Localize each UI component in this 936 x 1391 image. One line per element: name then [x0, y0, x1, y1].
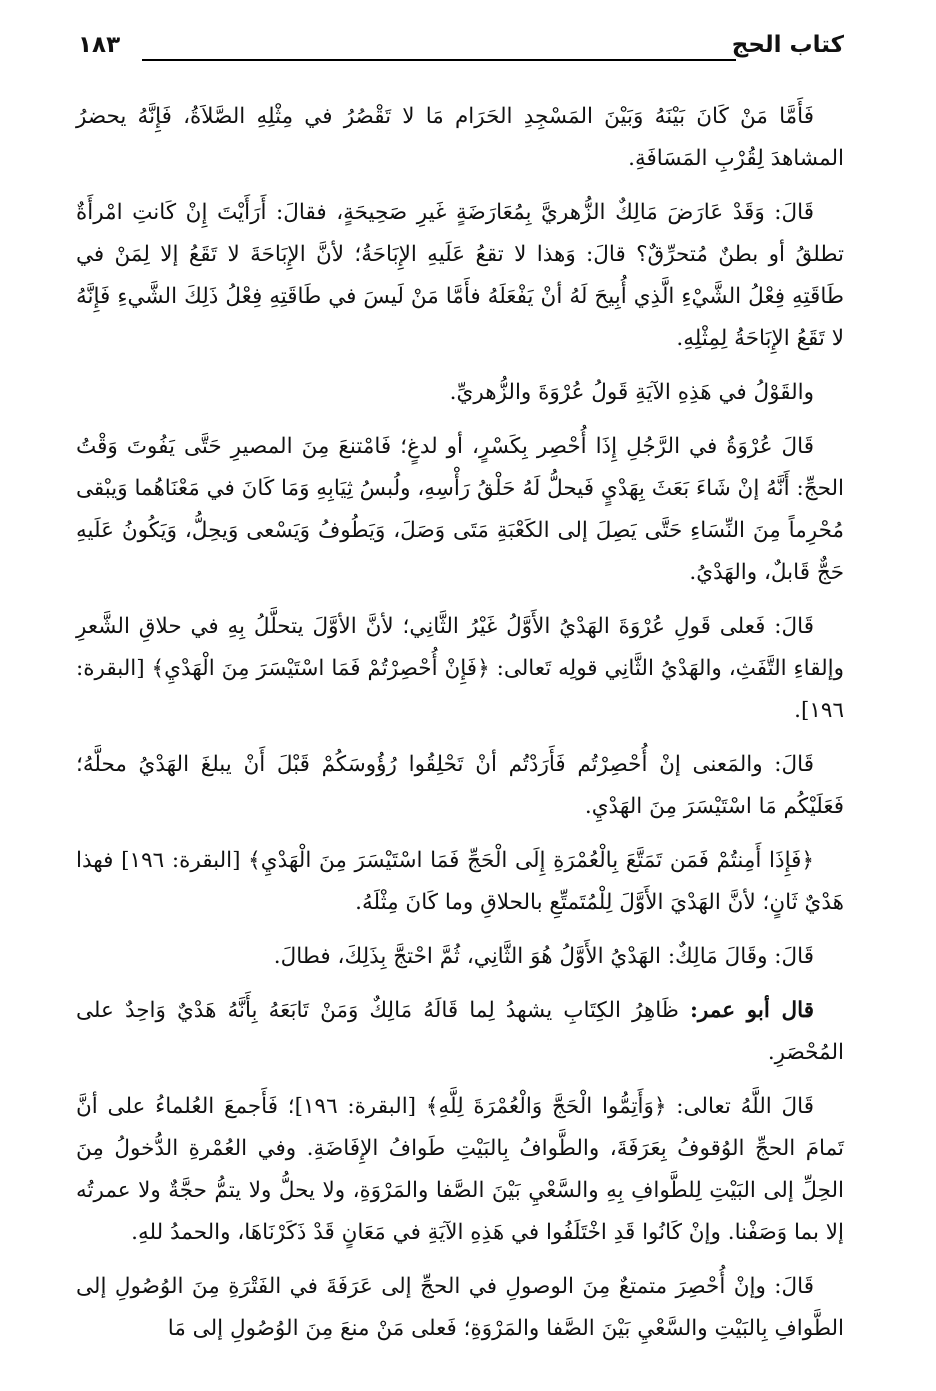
running-header [78, 28, 844, 68]
page-number: ١٨٣ [78, 32, 121, 58]
header-rule [142, 59, 736, 61]
paragraph: قَالَ عُرْوَةُ في الرَّجُلِ إِذَا أُحْصِر بِكَسْرٍ، أو لدغٍ؛ فَامْتنعَ مِنَ المصيرِ حَتَّى يَفُوتَ وَقْتُ الحجِّ: أَنَّهُ إنْ شَاءَ بَعَثَ بِهَدْيٍ فَيحلُّ لَهُ حَلْقُ رَأْسِهِ، ولُبسُ ثِيَابِهِ وَمَا كَانَ في مَعْنَاهُما وَيبْقى مُحْرِماً مِنَ النِّسَاءِ حَتَّى يَصِلَ إلى الكَعْبَةِ مَتَى وَصَلَ، وَيَطُوفُ وَيَسْعى وَيحِلُّ، وَيَكُونُ عَلَيهِ حَجٌّ قَابلٌ، والهَدْيُ. [76, 434, 844, 585]
paragraph: قَالَ: وَقَدْ عَارَضَ مَالِكٌ الزُّهريَّ بِمُعَارَضَةٍ غَيرِ صَحِيحَةٍ، فقالَ: أَرَأَيْتَ إِنْ كَانتِ امْرأَةٌ تطلقُ أو بطنٌ مُتحرِّقٌ؟ قالَ: وَهذا لا تقعُ عَلَيهِ الإِبَاحَةُ؛ لأنَّ الإِبَاحَةَ لا تَقَعُ إلا لِمَنْ في طَاقَتِهِ فِعْلُ الشَّيْءِ الَّذِي أُبِيحَ لَهُ أنْ يَفْعَلَهُ فأَمَّا مَنْ لَيسَ في طَاقَتِهِ فِعْلُ ذَلِكَ الشَّيءِ فَإِنَّهُ لا تَقَعُ الإِبَاحَةُ لِمِثْلِهِ. [76, 200, 844, 351]
paragraph: ﴿فَإِذَا أَمِنتُمْ فَمَن تَمَتَّعَ بِالْعُمْرَةِ إِلَى الْحَجِّ فَمَا اسْتَيْسَرَ مِنَ الْهَدْيِ﴾ [البقرة: ١٩٦] فهذا هَدْيٌ ثَانٍ؛ لأنَّ الهَدْيَ الأَوَّلَ لِلْمُتَمتِّعِ بالحلاقِ وما كَانَ مِثْلَهُ. [76, 848, 844, 915]
paragraph: فَأَمَّا مَنْ كَانَ بَيْنَهُ وَبَيْنَ المَسْجِدِ الحَرَام مَا لا تَقْصُرُ في مِثْلِهِ الصَّلاَةُ، فَإِنَّهُ يحضرُ المشاهدَ لِقُرْبِ المَسَافَةِ. [76, 104, 844, 171]
paragraph: قَالَ: فَعلى قَولِ عُرْوَةَ الهَدْيُ الأَوَّلُ غَيْرُ الثَّانِي؛ لأنَّ الأوَّلَ يتحلَّلُ بِهِ في حلاقِ الشَّعرِ وإلقاءِ التَّفَثِ، والهَدْيُ الثَّانِي قولِه تَعالى: ﴿فَإِنْ أُحْصِرْتُمْ فَمَا اسْتَيْسَرَ مِنَ الْهَدْيِ﴾ [البقرة: ١٩٦]. [76, 614, 844, 723]
paragraph: قَالَ: والمَعنى إنْ أُحْصِرْتُم فَأَرَدْتُم أنْ تَحْلِقُوا رُؤُوسَكُمْ قَبْلَ أَنْ يبلغَ الهَدْيُ محلَّهُ؛ فَعَلَيْكُم مَا اسْتَيْسَرَ مِنَ الهَدْيِ. [76, 752, 844, 819]
paragraph: قال أبو عمر: ظَاهِرُ الكِتَابِ يشهدُ لِما قَالَهُ مَالِكٌ وَمَنْ تَابَعَهُ بِأَنَّهُ هَدْيٌ وَاحِدٌ على المُحْصَرِ. [76, 998, 844, 1065]
paragraph: قَالَ: وإنْ أُحْصِرَ متمتعٌ مِنَ الوصولِ في الحجِّ إلى عَرَفَةَ في الفَتْرَةِ مِنَ الوُصُولِ إلى الطَّوافِ بِالبَيْتِ والسَّعْيِ بَيْنَ الصَّفا والمَرْوَةِ؛ فَعلى مَنْ منعَ مِنَ الوُصُولِ إلى مَا [76, 1274, 844, 1341]
chapter-title: كتاب الحج [731, 32, 844, 58]
speaker-label: قال أبو عمر: [689, 998, 814, 1023]
paragraph: قَالَ اللَّهُ تعالى: ﴿وَأَتِمُّوا الْحَجَّ وَالْعُمْرَةَ لِلَّهِ﴾ [البقرة: ١٩٦]؛ فَأَجمعَ العُلماءُ على أنَّ تَمامَ الحجِّ الوُقوفُ بِعَرَفَةَ، والطَّوافُ بِالبَيْتِ طَوافُ الإِفَاضَةِ. وفي العُمْرةِ الدُّخولُ مِنَ الحِلِّ إلى البَيْتِ لِلطَّوافِ بِهِ والسَّعْيِ بَيْنَ الصَّفا والمَرْوَةِ، ولا يحلُّ ولا يتمُّ حجَّةٌ ولا عمرتُه إلا بما وَصَفْنا. وإنْ كَانُوا قَدِ اخْتَلَفُوا في هَذِهِ الآيَةِ في مَعَانٍ قَدْ ذَكَرْنَاهَا، والحمدُ للهِ. [76, 1094, 844, 1245]
paragraph: قَالَ: وقَالَ مَالِكٌ: الهَدْيُ الأَوَّلُ هُوَ الثَّانِي، ثُمَّ احْتجَّ بِذَلِكَ، فطالَ. [273, 944, 814, 969]
paragraph: والقَوْلُ في هَذِهِ الآيَةِ قَولُ عُرْوَةَ والزُّهريِّ. [449, 380, 814, 405]
main-text [76, 96, 844, 1386]
